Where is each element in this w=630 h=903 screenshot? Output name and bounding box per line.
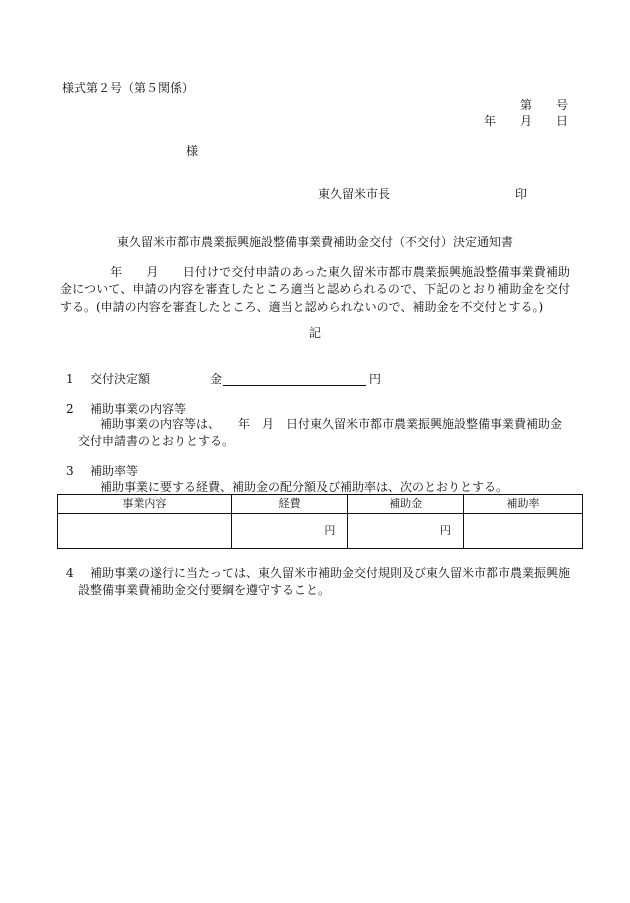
- item-3-heading: 補助率等: [90, 464, 139, 478]
- item-4-body: [78, 565, 578, 600]
- intro-paragraph: [60, 264, 570, 316]
- ki-heading: 記: [308, 326, 321, 340]
- cell-subsidy-rate: [463, 514, 582, 549]
- addressee-honorific: 様: [186, 144, 199, 158]
- amount-blank-line: [223, 372, 366, 386]
- form-number: 様式第２号（第５関係）: [62, 81, 195, 95]
- intro-text: 年 月 日付けで交付申請のあった東久留米市都市農業振興施設整備事業費補助金について、申請の内容を審査したところ適当と認められるので、下記のとおり補助金を交付する。(申請の内容を審査したところ、適当と認められないので、補助金を不交付とする。): [60, 265, 570, 314]
- header-subsidy-rate: 補助率: [463, 495, 582, 514]
- cell-subsidy: 円: [348, 514, 464, 549]
- header-subsidy: 補助金: [348, 495, 464, 514]
- document-number: 第 号: [519, 98, 568, 112]
- issuer-name: 東久留米市長: [318, 187, 391, 201]
- item-2-number: 2: [66, 402, 74, 416]
- table-row: [58, 514, 583, 549]
- header-expense: 経費: [231, 495, 348, 514]
- table-header-row: [58, 495, 583, 514]
- header-project-content: 事業内容: [58, 495, 232, 514]
- document-date: 年 月 日: [483, 114, 568, 128]
- item-1-heading: 交付決定額: [90, 372, 151, 386]
- item-2-heading: 補助事業の内容等: [90, 402, 187, 416]
- amount-unit: 円: [369, 372, 382, 386]
- item-2-text: 補助事業の内容等は、 年 月 日付東久留米市都市農業振興施設整備事業費補助金交付申請書のとおりとする。: [78, 417, 563, 449]
- item-4-number: 4: [66, 566, 74, 580]
- item-1-number: 1: [66, 372, 74, 386]
- cell-expense: 円: [231, 514, 348, 549]
- item-2-body: [78, 416, 573, 451]
- document-title: 東久留米市都市農業振興施設整備事業費補助金交付（不交付）決定通知書: [116, 235, 513, 249]
- item-4-text: 補助事業の遂行に当たっては、東久留米市補助金交付規則及び東久留米市都市農業振興施設整備事業費補助金交付要綱を遵守すること。: [78, 566, 571, 598]
- item-3-body: 補助事業に要する経費、補助金の配分額及び補助率は、次のとおりとする。: [100, 480, 509, 494]
- seal-mark: 印: [515, 187, 528, 201]
- amount-prefix: 金: [210, 372, 223, 386]
- subsidy-rate-table: [57, 494, 583, 549]
- cell-project-content: [58, 514, 232, 549]
- item-3-number: 3: [66, 464, 74, 478]
